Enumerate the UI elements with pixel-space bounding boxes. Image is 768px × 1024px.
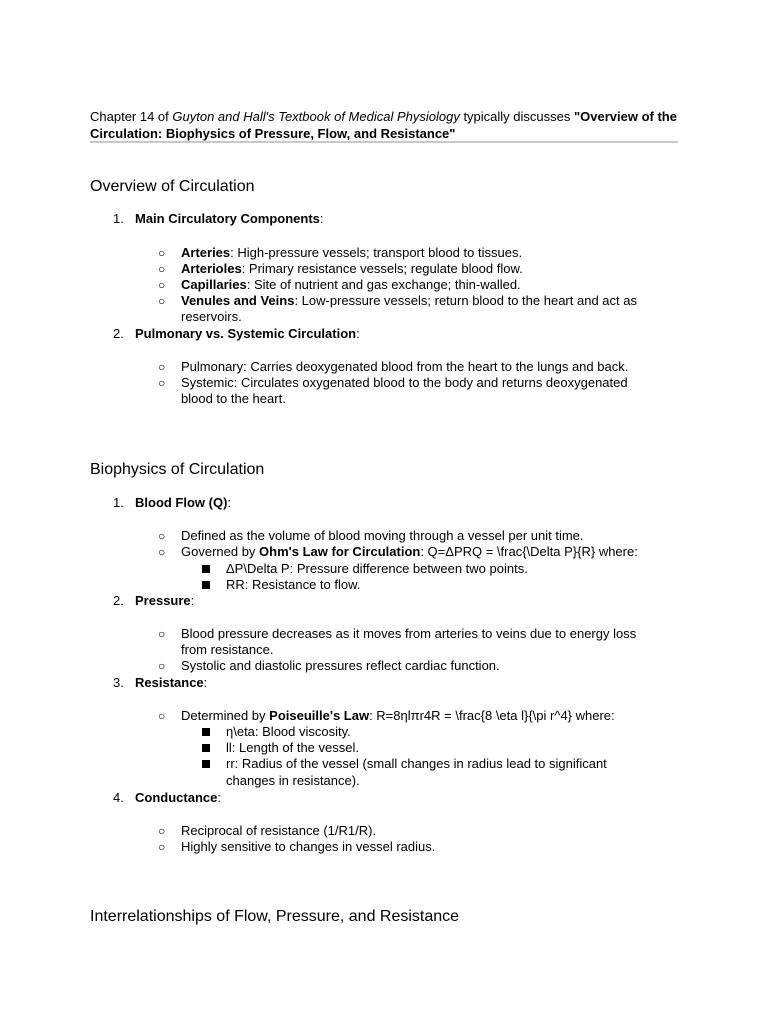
square-bullet-icon <box>202 565 210 573</box>
list-number: 1. <box>113 211 124 226</box>
bullet-icon: ○ <box>158 360 166 374</box>
heading-overview: Overview of Circulation <box>90 178 255 195</box>
bullet-text: Determined by Poiseuille's Law: R=8ηlπr4R = \frac{8 \eta l}{\pi r^4} where: <box>181 708 615 723</box>
horizontal-rule <box>90 141 678 143</box>
bullet-icon: ○ <box>158 262 166 276</box>
list-item-title: Main Circulatory Components: <box>135 211 324 226</box>
square-bullet-icon <box>202 744 210 752</box>
bullet-text: Capillaries: Site of nutrient and gas exchange; thin-walled. <box>181 277 521 292</box>
intro-middle: typically discusses <box>459 109 574 124</box>
list-number: 4. <box>113 790 124 805</box>
bullet-icon: ○ <box>158 294 166 308</box>
bullet-text: Blood pressure decreases as it moves from arteries to veins due to energy loss <box>181 626 637 641</box>
bullet-icon: ○ <box>158 278 166 292</box>
sub-bullet-text: ll: Length of the vessel. <box>226 740 359 755</box>
sub-bullet-text: RR: Resistance to flow. <box>226 577 361 592</box>
list-item-title: Conductance: <box>135 790 221 805</box>
bullet-text-continued: reservoirs. <box>181 309 242 324</box>
bullet-text: Highly sensitive to changes in vessel radius. <box>181 839 436 854</box>
bullet-text: Defined as the volume of blood moving through a vessel per unit time. <box>181 528 584 543</box>
heading-interrelationships: Interrelationships of Flow, Pressure, and Resistance <box>90 908 460 925</box>
bullet-icon: ○ <box>158 246 166 260</box>
bullet-text: Venules and Veins: Low-pressure vessels; return blood to the heart and act as <box>181 293 637 308</box>
square-bullet-icon <box>202 760 210 768</box>
bullet-text: Arteries: High-pressure vessels; transport blood to tissues. <box>181 245 523 260</box>
list-number: 2. <box>113 326 124 341</box>
bullet-text-continued: from resistance. <box>181 642 274 657</box>
list-item-title: Pulmonary vs. Systemic Circulation: <box>135 326 360 341</box>
bullet-icon: ○ <box>158 627 166 641</box>
bullet-text: Arterioles: Primary resistance vessels; regulate blood flow. <box>181 261 523 276</box>
list-number: 3. <box>113 675 124 690</box>
intro-paragraph <box>90 108 690 142</box>
list-item-title: Resistance: <box>135 675 208 690</box>
square-bullet-icon <box>202 728 210 736</box>
bullet-text: Pulmonary: Carries deoxygenated blood from the heart to the lungs and back. <box>181 359 629 374</box>
bullet-text-continued: blood to the heart. <box>181 391 286 406</box>
bullet-icon: ○ <box>158 824 166 838</box>
bullet-text: Governed by Ohm's Law for Circulation: Q=ΔPRQ = \frac{\Delta P}{R} where: <box>181 544 638 559</box>
sub-bullet-text-continued: changes in resistance). <box>226 773 360 788</box>
bullet-text: Reciprocal of resistance (1/R1/R). <box>181 823 377 838</box>
list-number: 1. <box>113 495 124 510</box>
chapter-topic: "Overview of the Circulation: Biophysics of Pressure, Flow, and Resistance" <box>90 109 677 141</box>
sub-bullet-text: rr: Radius of the vessel (small changes in radius lead to significant <box>226 756 607 771</box>
list-item-title: Pressure: <box>135 593 195 608</box>
list-item-title: Blood Flow (Q): <box>135 495 232 510</box>
heading-biophysics: Biophysics of Circulation <box>90 461 265 478</box>
bullet-text: Systolic and diastolic pressures reflect cardiac function. <box>181 658 500 673</box>
square-bullet-icon <box>202 581 210 589</box>
intro-prefix: Chapter 14 of <box>90 109 173 124</box>
bullet-icon: ○ <box>158 709 166 723</box>
sub-bullet-text: η\eta: Blood viscosity. <box>226 724 351 739</box>
sub-bullet-text: ΔP\Delta P: Pressure difference between two points. <box>226 561 528 576</box>
bullet-icon: ○ <box>158 545 166 559</box>
book-title: Guyton and Hall's Textbook of Medical Physiology <box>172 109 460 124</box>
bullet-icon: ○ <box>158 529 166 543</box>
bullet-icon: ○ <box>158 840 166 854</box>
bullet-icon: ○ <box>158 659 166 673</box>
bullet-icon: ○ <box>158 376 166 390</box>
bullet-text: Systemic: Circulates oxygenated blood to the body and returns deoxygenated <box>181 375 628 390</box>
list-number: 2. <box>113 593 124 608</box>
